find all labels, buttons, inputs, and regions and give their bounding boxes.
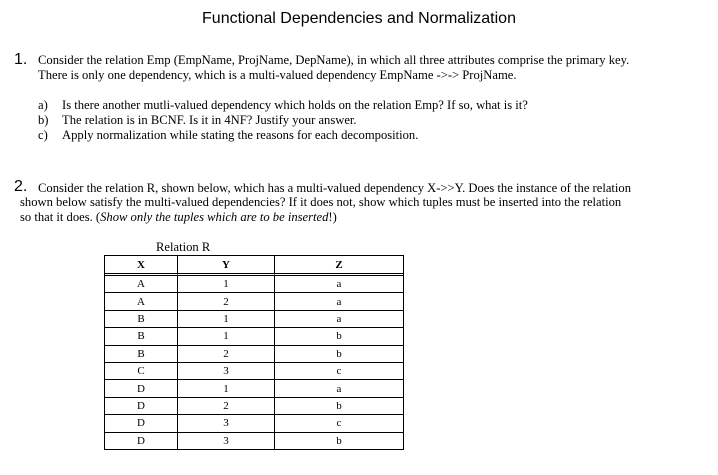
question-2-line-3 <box>20 210 337 225</box>
line-3-suffix: !) <box>328 210 337 224</box>
question-2-number: 2. <box>14 178 28 195</box>
part-a-text: Is there another mutli-valued dependency which holds on the relation Emp? If so, what is it? <box>62 98 528 112</box>
cell-z: c <box>275 363 403 380</box>
table-row <box>105 311 403 328</box>
table-header-row <box>105 256 403 276</box>
part-a-label: a) <box>38 98 48 112</box>
page-title: Functional Dependencies and Normalization <box>202 10 516 27</box>
column-header-z: Z <box>275 256 403 276</box>
cell-z: b <box>336 434 342 447</box>
cell-z: a <box>275 311 403 328</box>
table-row <box>105 328 403 345</box>
table-row <box>105 293 403 310</box>
part-c-text: Apply normalization while stating the reasons for each decomposition. <box>62 128 419 142</box>
line-3-italic: Show only the tuples which are to be inserted <box>100 210 329 224</box>
table-row <box>105 346 403 363</box>
question-1-line-1: Consider the relation Emp (EmpName, ProjName, DepName), in which all three attributes comprise the primary key. <box>38 53 630 67</box>
part-b-text: The relation is in BCNF. Is it in 4NF? Justify your answer. <box>62 113 357 127</box>
cell-z: b <box>275 398 403 415</box>
question-2-line-2: shown below satisfy the multi-valued dependencies? If it does not, show which tuples must be inserted into the relation <box>20 195 622 209</box>
table-row <box>105 363 403 380</box>
cell-x: D <box>105 415 178 432</box>
question-1-line-2: There is only one dependency, which is a multi-valued dependency EmpName ->-> ProjName. <box>38 68 517 82</box>
cell-x: C <box>105 363 178 380</box>
table-caption: Relation R <box>156 240 211 254</box>
cell-y: 3 <box>178 415 275 432</box>
cell-y: 3 <box>178 433 275 449</box>
table-row <box>105 398 403 415</box>
part-b-label: b) <box>38 113 49 127</box>
cell-z: c <box>275 415 403 432</box>
cell-z: a <box>275 276 403 293</box>
table-row <box>105 415 403 432</box>
question-1-number: 1. <box>14 51 28 68</box>
cell-x: D <box>105 398 178 415</box>
question-1-part-c <box>38 128 418 143</box>
cell-y: 1 <box>178 276 275 293</box>
relation-r-table <box>104 255 404 450</box>
cell-y: 2 <box>178 398 275 415</box>
question-1-part-b <box>38 113 357 128</box>
question-1-part-a <box>38 98 528 113</box>
table-row <box>105 380 403 397</box>
cell-z: b <box>275 328 403 345</box>
cell-x: A <box>105 293 178 310</box>
cell-z: a <box>275 293 403 310</box>
cell-x: B <box>105 328 178 345</box>
table-row <box>105 433 403 449</box>
cell-y: 1 <box>178 328 275 345</box>
cell-y: 3 <box>178 363 275 380</box>
cell-x: B <box>105 311 178 328</box>
cell-x: A <box>105 276 178 293</box>
cell-y: 2 <box>178 346 275 363</box>
cell-y: 2 <box>178 293 275 310</box>
question-2-line-1: Consider the relation R, shown below, which has a multi-valued dependency X->>Y. Does the instance of the relation <box>38 181 632 195</box>
part-c-label: c) <box>38 128 48 142</box>
table-row <box>105 276 403 293</box>
cell-y: 1 <box>178 380 275 397</box>
cell-z: a <box>275 380 403 397</box>
column-header-x: X <box>105 256 178 276</box>
column-header-y: Y <box>178 256 275 276</box>
cell-x: D <box>105 380 178 397</box>
cell-x: D <box>105 433 178 449</box>
line-3-prefix: so that it does. ( <box>20 210 101 224</box>
cell-y: 1 <box>178 311 275 328</box>
cell-z: b <box>275 346 403 363</box>
cell-x: B <box>105 346 178 363</box>
